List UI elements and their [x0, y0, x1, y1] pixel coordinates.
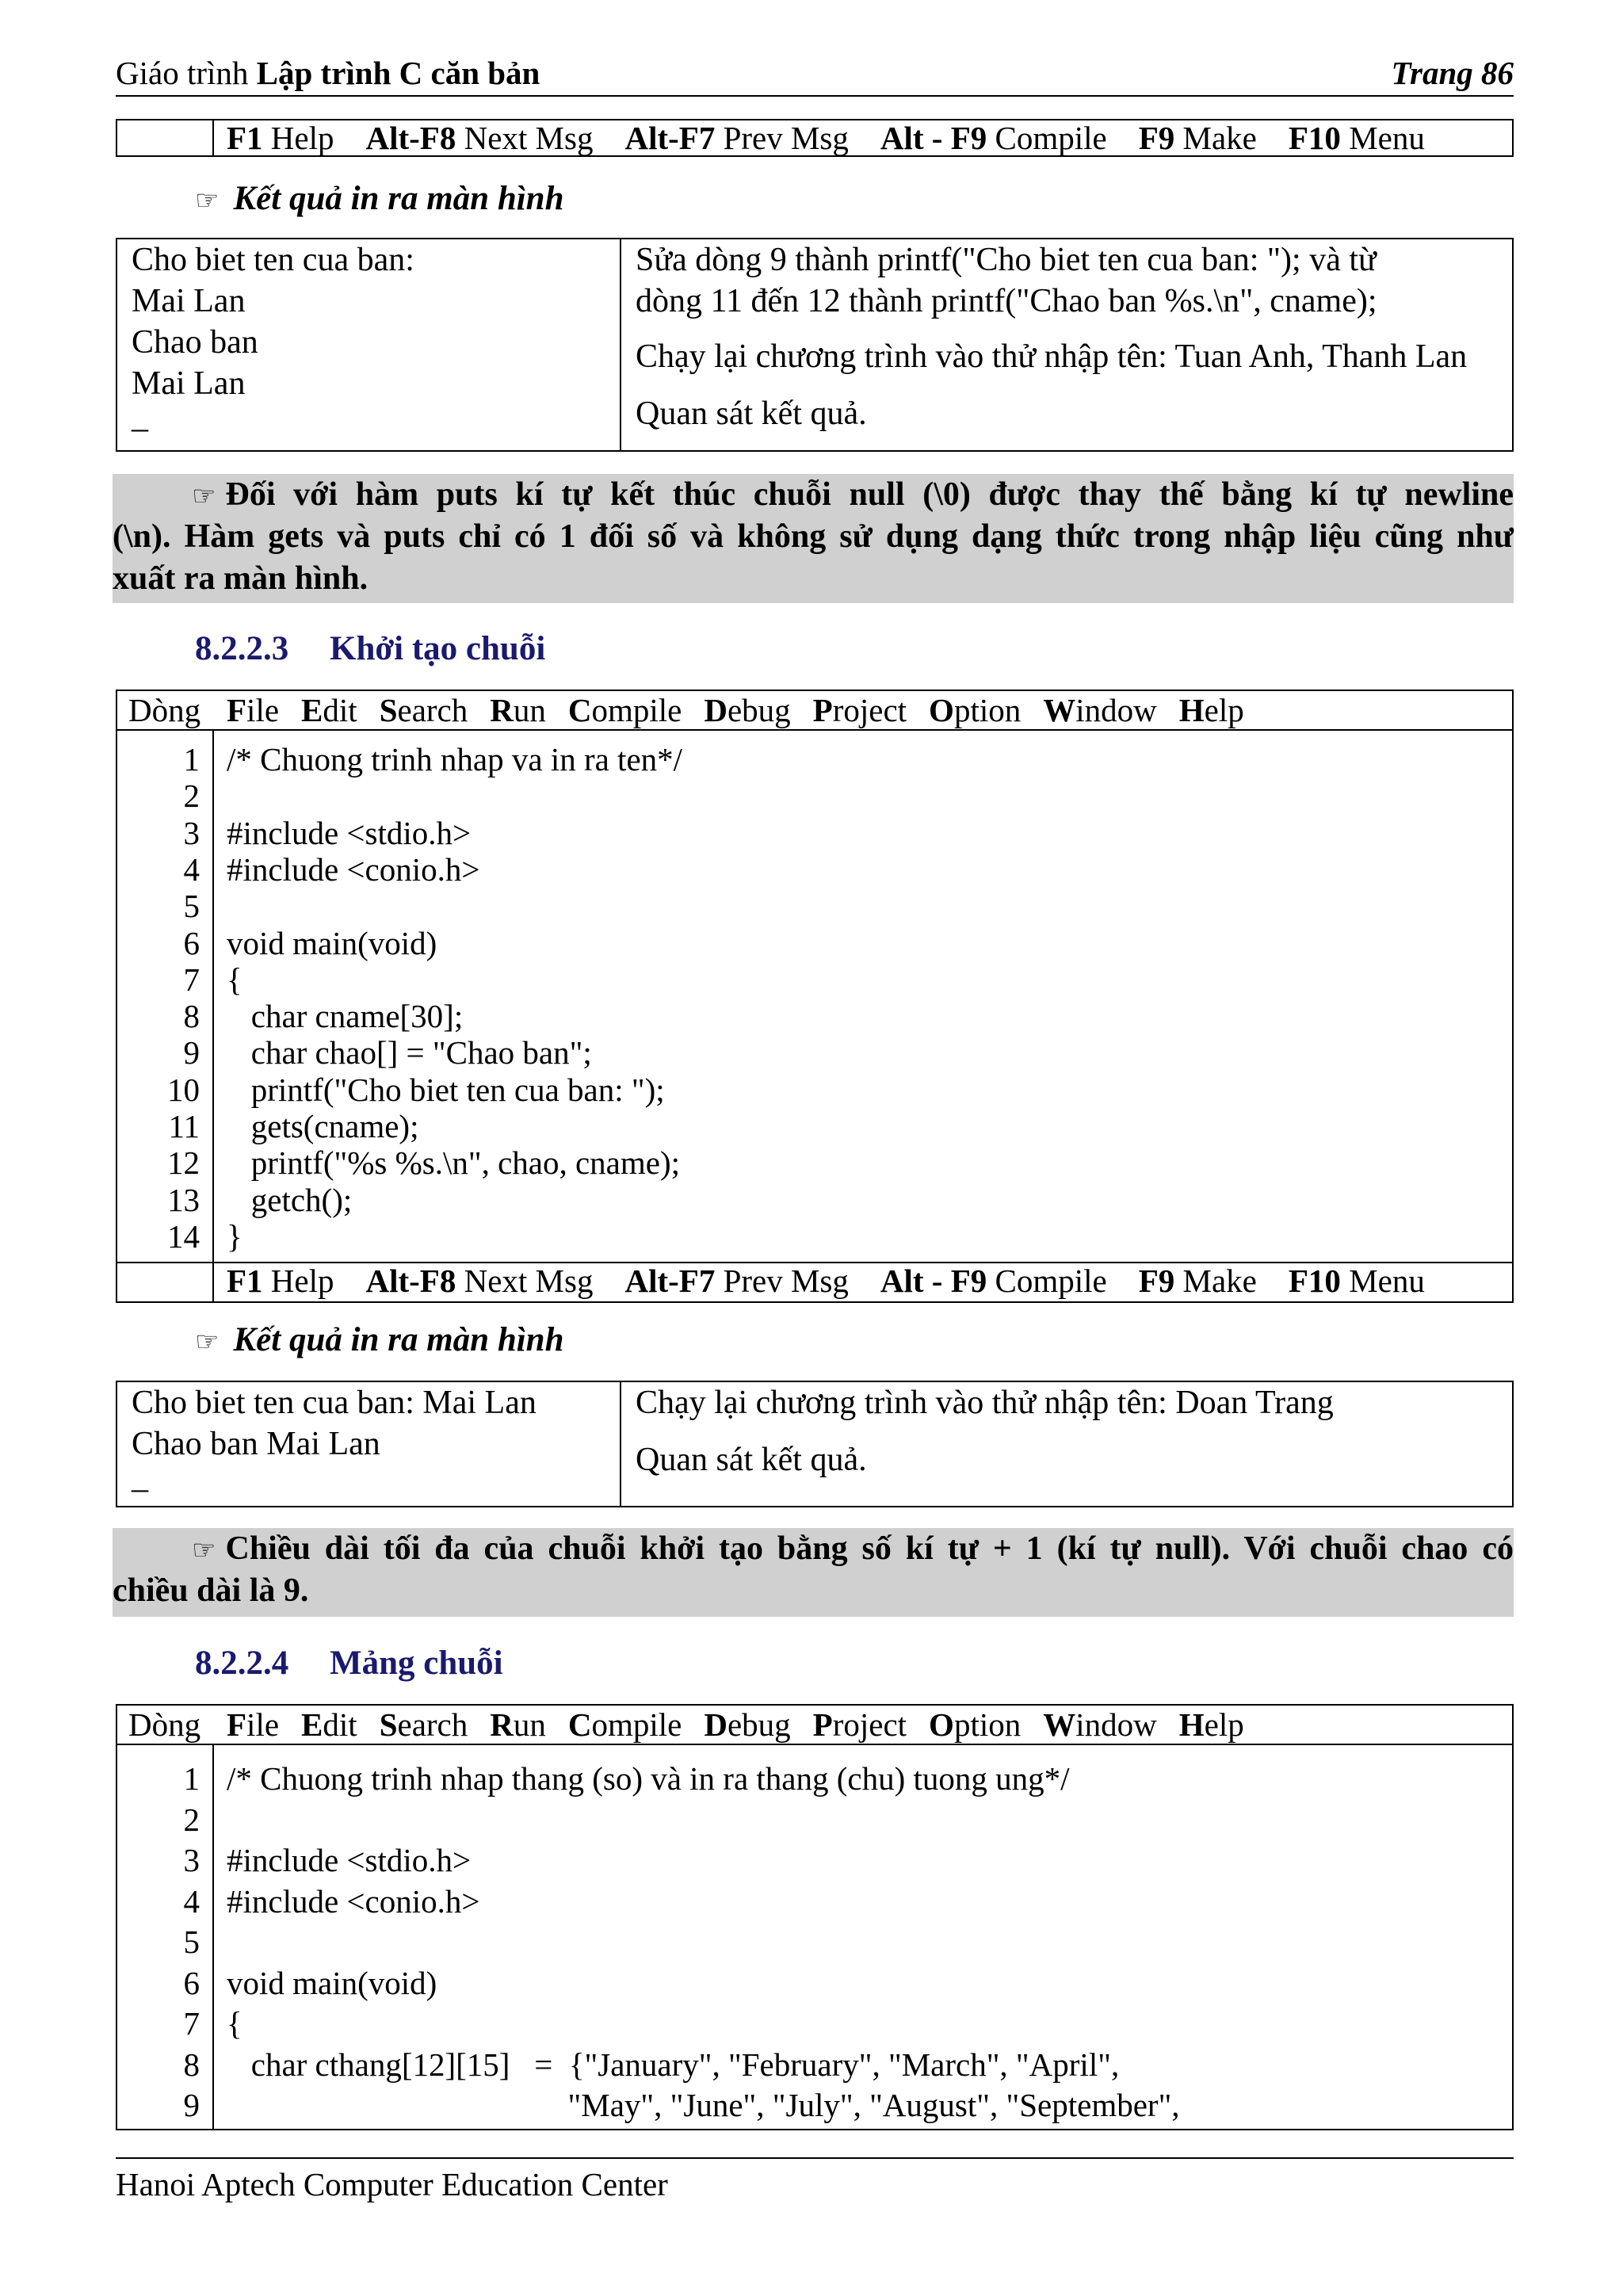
line-number: 10 — [167, 1071, 200, 1108]
editor-status-bar — [117, 1262, 1512, 1301]
note-text: Chiều dài tối đa của chuỗi khởi tạo bằng số kí tự + 1 (kí tự null). Với chuỗi chao có — [225, 1530, 1514, 1567]
menu-hotkey: C — [567, 1706, 592, 1743]
menu-hotkey: H — [1178, 692, 1205, 728]
menu-hotkey: O — [929, 1706, 954, 1743]
line-number: 13 — [167, 1181, 200, 1218]
menu-label: indow — [1075, 1706, 1157, 1743]
menu-item-run[interactable] — [490, 692, 546, 728]
fkey-key: Alt - F9 — [880, 120, 987, 156]
console-cursor: _ — [132, 1459, 148, 1496]
code-line: getch(); — [227, 1181, 353, 1218]
menu-hotkey: D — [704, 692, 727, 728]
menu-label: roject — [832, 692, 907, 728]
instruction-line: Chạy lại chương trình vào thử nhập tên: Tuan Anh, Thanh Lan — [636, 338, 1468, 375]
menu-hotkey: S — [379, 1706, 398, 1743]
result-heading-text: Kết quả in ra màn hình — [233, 1321, 564, 1358]
menu-item-run[interactable] — [490, 1706, 546, 1743]
code-line: { — [227, 961, 242, 998]
pointing-hand-icon: ☞ — [195, 185, 220, 216]
gutter-cell — [117, 120, 214, 155]
header-prefix: Giáo trình — [116, 55, 257, 91]
fkey-menu[interactable] — [1289, 120, 1425, 156]
console-output — [117, 239, 621, 450]
function-key-bar — [227, 1263, 1457, 1298]
line-number: 1 — [183, 1760, 200, 1797]
result-heading — [195, 179, 564, 218]
pointing-hand-icon: ☞ — [192, 1534, 216, 1566]
menu-item-help[interactable] — [1179, 692, 1244, 728]
menu-hotkey: S — [379, 692, 398, 728]
menu-label: ption — [953, 1706, 1022, 1743]
code-line: printf("Cho biet ten cua ban: "); — [227, 1071, 665, 1108]
note-line — [113, 1528, 1514, 1570]
line-number: 6 — [183, 1964, 200, 2001]
console-output — [117, 1382, 621, 1506]
code-line: { — [227, 2005, 242, 2042]
line-number: 4 — [183, 850, 200, 888]
gutter-divider — [212, 1263, 214, 1301]
menu-item-debug[interactable] — [704, 692, 790, 728]
menu-hotkey: F — [227, 692, 247, 728]
fkey-key: Alt - F9 — [880, 1263, 987, 1299]
pointing-hand-icon: ☞ — [195, 1326, 220, 1358]
note-box-1 — [113, 474, 1514, 603]
fkey-key: Alt-F8 — [365, 120, 456, 156]
note-line — [113, 474, 1514, 516]
result-box-2 — [116, 1381, 1514, 1507]
code-line: #include <stdio.h> — [227, 1842, 472, 1878]
menu-item-file[interactable] — [227, 1706, 279, 1743]
menu-hotkey: W — [1043, 1706, 1076, 1743]
menu-label: ebug — [727, 1706, 791, 1743]
result-heading-text: Kết quả in ra màn hình — [233, 180, 564, 217]
fkey-key: Alt-F7 — [624, 120, 716, 156]
menu-hotkey: W — [1043, 692, 1076, 728]
menu-label: ile — [246, 1706, 280, 1743]
line-column-label: Dòng — [128, 692, 201, 728]
fkey-help[interactable] — [227, 120, 334, 156]
fkey-menu[interactable] — [1289, 1263, 1425, 1299]
menu-items — [227, 1706, 1266, 1744]
code-line: gets(cname); — [227, 1108, 419, 1144]
line-number: 2 — [183, 1801, 200, 1838]
code-line: } — [227, 1217, 242, 1255]
code-line: #include <conio.h> — [227, 1882, 480, 1920]
fkey-key: F9 — [1138, 120, 1175, 156]
menu-label: un — [513, 1706, 546, 1743]
header-title: Lập trình C căn bản — [256, 55, 540, 91]
code-line: #include <stdio.h> — [227, 814, 472, 851]
menu-item-debug[interactable] — [704, 1706, 790, 1743]
console-line: Mai Lan — [132, 365, 246, 402]
note-box-2 — [113, 1528, 1514, 1617]
fkey-key: F10 — [1288, 120, 1341, 156]
editor-menu-bar — [117, 691, 1512, 731]
console-line: Mai Lan — [132, 283, 246, 319]
line-number: 4 — [183, 1882, 200, 1920]
fkey-key: Alt-F8 — [365, 1263, 456, 1299]
code-line: "May", "June", "July", "August", "September", — [227, 2087, 1180, 2123]
menu-label: indow — [1075, 692, 1157, 728]
menu-label: earch — [397, 692, 468, 728]
section-number: 8.2.2.3 — [195, 630, 289, 667]
menu-label: ompile — [591, 1706, 682, 1743]
header-page-number: Trang 86 — [1391, 55, 1514, 91]
fkey-next-msg[interactable] — [366, 120, 594, 156]
fkey-label: Next Msg — [456, 1263, 594, 1299]
section-heading-8-2-2-4 — [195, 1644, 503, 1683]
note-text: Đối với hàm puts kí tự kết thúc chuỗi null (\0) được thay thế bằng kí tự newline — [225, 476, 1514, 513]
menu-label: earch — [397, 1706, 468, 1743]
code-line: void main(void) — [227, 924, 437, 961]
line-number: 3 — [183, 1842, 200, 1878]
section-number: 8.2.2.4 — [195, 1645, 289, 1682]
menu-hotkey: E — [301, 692, 323, 728]
header-left — [116, 54, 540, 92]
line-number: 5 — [183, 888, 200, 925]
code-line: /* Chuong trinh nhap va in ra ten*/ — [227, 741, 683, 777]
fkey-label: Help — [262, 120, 334, 156]
section-title: Khởi tạo chuỗi — [330, 630, 546, 667]
menu-hotkey: P — [812, 1706, 833, 1743]
menu-label: un — [513, 692, 546, 728]
line-number: 12 — [167, 1144, 200, 1182]
menu-label: ption — [953, 692, 1022, 728]
fkey-next-msg[interactable] — [366, 1263, 594, 1299]
menu-item-search[interactable] — [380, 1706, 468, 1743]
line-number: 8 — [183, 2046, 200, 2083]
menu-label: dit — [323, 1706, 357, 1743]
menu-hotkey: E — [301, 1706, 323, 1743]
console-line: Cho biet ten cua ban: Mai Lan — [132, 1385, 537, 1421]
instruction-line: Quan sát kết quả. — [636, 1442, 867, 1478]
fkey-label: Prev Msg — [715, 1263, 849, 1299]
fkey-key: F9 — [1138, 1263, 1175, 1299]
line-number: 7 — [183, 2005, 200, 2042]
menu-item-search[interactable] — [380, 692, 468, 728]
menu-label: ile — [246, 692, 280, 728]
pointing-hand-icon: ☞ — [192, 480, 216, 512]
line-number: 5 — [183, 1924, 200, 1960]
fkey-label: Make — [1174, 1263, 1257, 1299]
menu-item-compile[interactable] — [568, 1706, 682, 1743]
line-number: 9 — [183, 1034, 200, 1072]
menu-hotkey: R — [490, 1706, 514, 1743]
console-line: Cho biet ten cua ban: — [132, 242, 414, 278]
fkey-label: Compile — [987, 120, 1107, 156]
menu-label: elp — [1204, 1706, 1244, 1743]
line-number: 3 — [183, 814, 200, 851]
line-column-label: Dòng — [128, 1706, 201, 1743]
menu-item-option[interactable] — [929, 1706, 1021, 1743]
fkey-prev-msg[interactable] — [624, 1263, 848, 1299]
menu-hotkey: D — [704, 1706, 727, 1743]
note-line: chiều dài là 9. — [113, 1572, 309, 1609]
gutter-divider — [212, 729, 214, 1301]
code-line: printf("%s %s.\n", chao, cname); — [227, 1144, 680, 1182]
menu-item-edit[interactable] — [301, 692, 357, 728]
menu-hotkey: R — [490, 692, 514, 728]
fkey-compile[interactable] — [880, 120, 1107, 156]
note-line: (\n). Hàm gets và puts chỉ có 1 đối số và không sử dụng dạng thức trong nhập liệu cũng như — [113, 518, 1514, 555]
menu-hotkey: P — [812, 692, 833, 728]
line-number: 1 — [183, 741, 200, 777]
menu-item-project[interactable] — [813, 1706, 907, 1743]
menu-item-file[interactable] — [227, 692, 279, 728]
fkey-label: Prev Msg — [715, 120, 849, 156]
menu-label: ebug — [727, 692, 791, 728]
line-number: 14 — [167, 1217, 200, 1255]
function-key-bar — [227, 120, 1457, 155]
fkey-label: Make — [1174, 120, 1257, 156]
result-heading — [195, 1320, 564, 1359]
console-cursor: _ — [132, 399, 148, 435]
result-box-1 — [116, 238, 1514, 452]
fkey-prev-msg[interactable] — [624, 120, 848, 156]
note-line: xuất ra màn hình. — [113, 560, 369, 597]
status-bar-box-top — [116, 119, 1514, 157]
menu-item-option[interactable] — [929, 692, 1021, 728]
section-title: Mảng chuỗi — [330, 1645, 503, 1682]
line-number: 6 — [183, 924, 200, 961]
fkey-compile[interactable] — [880, 1263, 1107, 1299]
fkey-label: Menu — [1340, 120, 1425, 156]
editor-menu-bar — [117, 1706, 1512, 1745]
fkey-label: Next Msg — [456, 120, 594, 156]
code-line: void main(void) — [227, 1964, 437, 2001]
page-footer: Hanoi Aptech Computer Education Center — [116, 2157, 1514, 2203]
code-line: /* Chuong trinh nhap thang (so) và in ra thang (chu) tuong ung*/ — [227, 1760, 1070, 1797]
fkey-key: F10 — [1288, 1263, 1341, 1299]
instruction-line: dòng 11 đến 12 thành printf("Chao ban %s.\n", cname); — [636, 283, 1377, 319]
menu-item-help[interactable] — [1179, 1706, 1244, 1743]
page-header — [116, 54, 1514, 97]
section-heading-8-2-2-3 — [195, 629, 545, 668]
menu-label: elp — [1204, 692, 1244, 728]
line-number: 7 — [183, 961, 200, 998]
menu-label: roject — [832, 1706, 907, 1743]
instruction-line: Sửa dòng 9 thành printf("Cho biet ten cua ban: "); và từ — [636, 242, 1377, 278]
fkey-help[interactable] — [227, 1263, 334, 1299]
line-number: 8 — [183, 998, 200, 1035]
code-line: #include <conio.h> — [227, 850, 480, 888]
menu-hotkey: O — [929, 692, 954, 728]
menu-hotkey: H — [1178, 1706, 1205, 1743]
menu-hotkey: C — [567, 692, 592, 728]
fkey-make[interactable] — [1139, 120, 1257, 156]
fkey-label: Compile — [987, 1263, 1107, 1299]
code-editor-2 — [116, 1704, 1514, 2130]
fkey-key: F1 — [227, 1263, 263, 1299]
fkey-make[interactable] — [1139, 1263, 1257, 1299]
fkey-key: F1 — [227, 120, 263, 156]
fkey-label: Menu — [1340, 1263, 1425, 1299]
menu-items — [227, 691, 1266, 729]
console-line: Chao ban — [132, 324, 258, 361]
menu-label: ompile — [591, 692, 682, 728]
menu-item-project[interactable] — [813, 692, 907, 728]
instruction-line: Quan sát kết quả. — [636, 395, 867, 432]
line-number: 11 — [168, 1108, 200, 1144]
code-line: char cname[30]; — [227, 998, 464, 1035]
line-number: 2 — [183, 777, 200, 815]
code-editor-1 — [116, 690, 1514, 1303]
menu-item-edit[interactable] — [301, 1706, 357, 1743]
instruction-line: Chạy lại chương trình vào thử nhập tên: Doan Trang — [636, 1385, 1334, 1421]
code-line: char cthang[12][15] = {"January", "February", "March", "April", — [227, 2046, 1120, 2083]
fkey-key: Alt-F7 — [624, 1263, 716, 1299]
console-line: Chao ban Mai Lan — [132, 1426, 380, 1462]
menu-label: dit — [323, 692, 357, 728]
menu-item-window[interactable] — [1043, 692, 1157, 728]
line-number: 9 — [183, 2087, 200, 2123]
menu-item-window[interactable] — [1043, 1706, 1157, 1743]
menu-hotkey: F — [227, 1706, 247, 1743]
fkey-label: Help — [262, 1263, 334, 1299]
gutter-divider — [212, 1744, 214, 2129]
code-line: char chao[] = "Chao ban"; — [227, 1034, 592, 1072]
menu-item-compile[interactable] — [568, 692, 682, 728]
